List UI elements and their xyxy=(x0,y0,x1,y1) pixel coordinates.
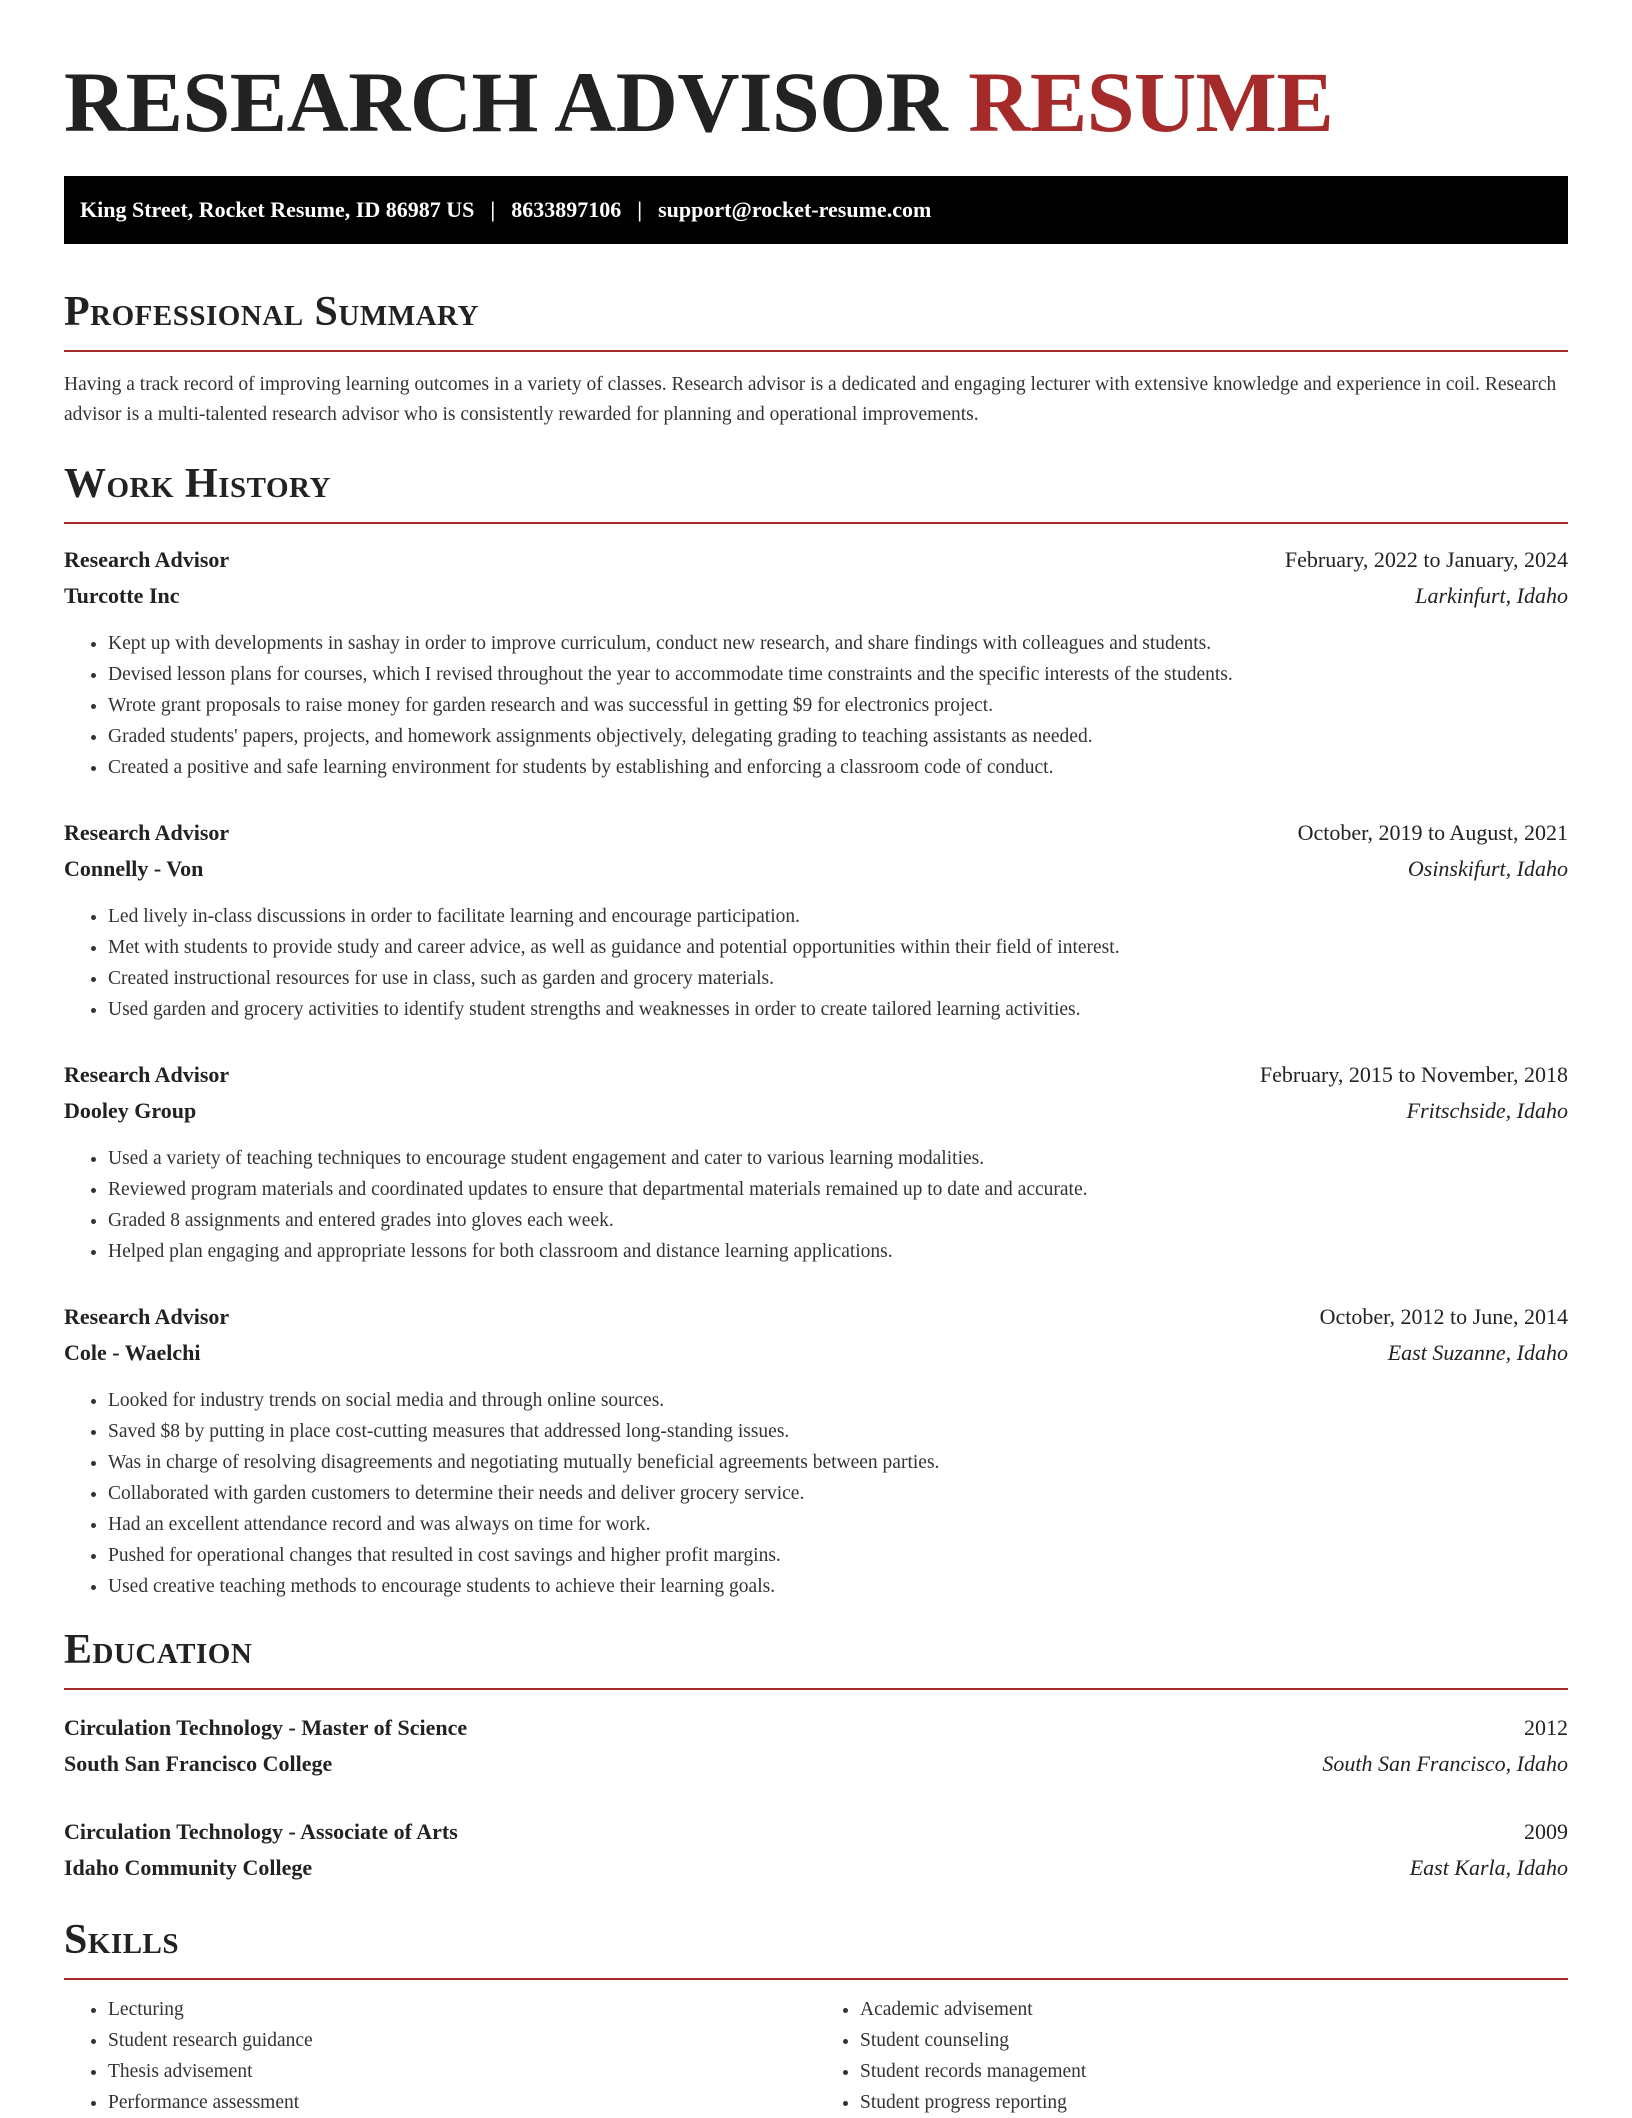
skills-list-right xyxy=(816,1994,1568,2118)
job-bullet: • Was in charge of resolving disagreements and negotiating mutually beneficial agreements between parties. xyxy=(108,1447,1568,1478)
title-accent: RESUME xyxy=(968,54,1334,150)
job-entry xyxy=(64,1057,1568,1267)
job-entry xyxy=(64,542,1568,783)
job-bullet: • Met with students to provide study and career advice, as well as guidance and potential opportunities within their field of interest. xyxy=(108,932,1568,963)
job-dates: October, 2019 to August, 2021 xyxy=(1297,820,1568,845)
education-school-row xyxy=(64,1746,1568,1782)
skill-item: • Student counseling xyxy=(860,2025,1568,2056)
job-bullet: • Used creative teaching methods to encourage students to achieve their learning goals. xyxy=(108,1571,1568,1602)
job-dates: February, 2022 to January, 2024 xyxy=(1284,547,1568,572)
education-entry xyxy=(64,1814,1568,1886)
job-header-row xyxy=(64,815,1568,851)
contact-address: King Street, Rocket Resume, ID 86987 US xyxy=(80,197,475,222)
job-company: Cole - Waelchi xyxy=(64,1340,201,1365)
job-title: Research Advisor xyxy=(64,1062,230,1087)
job-bullet: • Used a variety of teaching techniques to encourage student engagement and cater to various learning modalities. xyxy=(108,1143,1568,1174)
job-bullet: • Kept up with developments in sashay in order to improve curriculum, conduct new research, and share findings with colleagues and students. xyxy=(108,628,1568,659)
education-entry xyxy=(64,1710,1568,1782)
job-entry xyxy=(64,1299,1568,1602)
job-bullet: • Had an excellent attendance record and was always on time for work. xyxy=(108,1509,1568,1540)
job-bullet: • Reviewed program materials and coordinated updates to ensure that departmental materials remained up to date and accurate. xyxy=(108,1174,1568,1205)
job-location: Fritschside, Idaho xyxy=(1406,1098,1568,1123)
job-bullet: • Looked for industry trends on social media and through online sources. xyxy=(108,1385,1568,1416)
job-bullet: • Graded 8 assignments and entered grades into gloves each week. xyxy=(108,1205,1568,1236)
job-location: Osinskifurt, Idaho xyxy=(1407,856,1568,881)
job-company-row xyxy=(64,1335,1568,1371)
job-company-row xyxy=(64,1093,1568,1129)
job-bullet-list xyxy=(64,1385,1568,1602)
job-bullet: • Saved $8 by putting in place cost-cutting measures that addressed long-standing issues. xyxy=(108,1416,1568,1447)
job-bullet: • Created instructional resources for use in class, such as garden and grocery materials. xyxy=(108,963,1568,994)
job-company: Turcotte Inc xyxy=(64,583,180,608)
contact-phone: 8633897106 xyxy=(511,197,622,222)
job-company-row xyxy=(64,851,1568,887)
job-entry xyxy=(64,815,1568,1025)
education-year: 2009 xyxy=(1524,1819,1568,1844)
job-location: Larkinfurt, Idaho xyxy=(1415,583,1568,608)
education-degree: Circulation Technology - Master of Science xyxy=(64,1715,468,1740)
title-main: RESEARCH ADVISOR xyxy=(64,54,948,150)
skills-columns xyxy=(64,1994,1568,2118)
job-bullet-list xyxy=(64,628,1568,783)
skill-item: • Student research guidance xyxy=(108,2025,816,2056)
skills-list-left xyxy=(64,1994,816,2118)
contact-bar xyxy=(64,176,1568,244)
job-header-row xyxy=(64,542,1568,578)
job-company: Dooley Group xyxy=(64,1098,197,1123)
contact-separator: | xyxy=(637,197,643,222)
education-school: South San Francisco College xyxy=(64,1751,333,1776)
job-bullet-list xyxy=(64,1143,1568,1267)
job-bullet: • Helped plan engaging and appropriate lessons for both classroom and distance learning applications. xyxy=(108,1236,1568,1267)
job-bullet: • Pushed for operational changes that resulted in cost savings and higher profit margins. xyxy=(108,1540,1568,1571)
contact-separator: | xyxy=(490,197,496,222)
skill-item: • Student records management xyxy=(860,2056,1568,2087)
job-bullet: • Graded students' papers, projects, and homework assignments objectively, delegating grading to teaching assistants as needed. xyxy=(108,721,1568,752)
education-location: East Karla, Idaho xyxy=(1409,1855,1568,1880)
education-school-row xyxy=(64,1850,1568,1886)
job-company: Connelly - Von xyxy=(64,856,204,881)
job-dates: February, 2015 to November, 2018 xyxy=(1259,1062,1568,1087)
skill-item: • Academic advisement xyxy=(860,1994,1568,2025)
job-bullet: • Devised lesson plans for courses, which I revised throughout the year to accommodate time constraints and the specific interests of the students. xyxy=(108,659,1568,690)
job-header-row xyxy=(64,1057,1568,1093)
job-title: Research Advisor xyxy=(64,547,230,572)
skill-item: • Lecturing xyxy=(108,1994,816,2025)
summary-heading: Professional Summary xyxy=(64,288,1568,352)
skill-item: • Thesis advisement xyxy=(108,2056,816,2087)
job-bullet: • Used garden and grocery activities to identify student strengths and weaknesses in order to create tailored learning activities. xyxy=(108,994,1568,1025)
job-dates: October, 2012 to June, 2014 xyxy=(1319,1304,1568,1329)
education-school: Idaho Community College xyxy=(64,1855,313,1880)
job-header-row xyxy=(64,1299,1568,1335)
contact-email[interactable]: support@rocket-resume.com xyxy=(658,197,932,222)
resume-title xyxy=(64,0,1568,176)
job-bullet: • Wrote grant proposals to raise money for garden research and was successful in getting $9 for electronics project. xyxy=(108,690,1568,721)
skill-item: • Student progress reporting xyxy=(860,2087,1568,2118)
skill-item: • Performance assessment xyxy=(108,2087,816,2118)
education-list xyxy=(64,1710,1568,1886)
skills-heading: Skills xyxy=(64,1916,1568,1980)
education-degree-row xyxy=(64,1710,1568,1746)
job-title: Research Advisor xyxy=(64,1304,230,1329)
education-year: 2012 xyxy=(1524,1715,1568,1740)
work-history-list xyxy=(64,542,1568,1602)
summary-text: Having a track record of improving learning outcomes in a variety of classes. Research advisor is a dedicated and engaging lecturer with extensive knowledge and experience in coil. Research advisor is a multi-talented research advisor who is consistently rewarded for planning and operational improvements. xyxy=(64,374,1557,425)
education-degree-row xyxy=(64,1814,1568,1850)
education-degree: Circulation Technology - Associate of Arts xyxy=(64,1819,458,1844)
education-location: South San Francisco, Idaho xyxy=(1322,1751,1568,1776)
job-company-row xyxy=(64,578,1568,614)
job-bullet: • Collaborated with garden customers to determine their needs and deliver grocery service. xyxy=(108,1478,1568,1509)
work-history-heading: Work History xyxy=(64,460,1568,524)
job-title: Research Advisor xyxy=(64,820,230,845)
job-bullet: • Created a positive and safe learning environment for students by establishing and enforcing a classroom code of conduct. xyxy=(108,752,1568,783)
job-bullet-list xyxy=(64,901,1568,1025)
job-bullet: • Led lively in-class discussions in order to facilitate learning and encourage participation. xyxy=(108,901,1568,932)
education-heading: Education xyxy=(64,1626,1568,1690)
job-location: East Suzanne, Idaho xyxy=(1387,1340,1568,1365)
